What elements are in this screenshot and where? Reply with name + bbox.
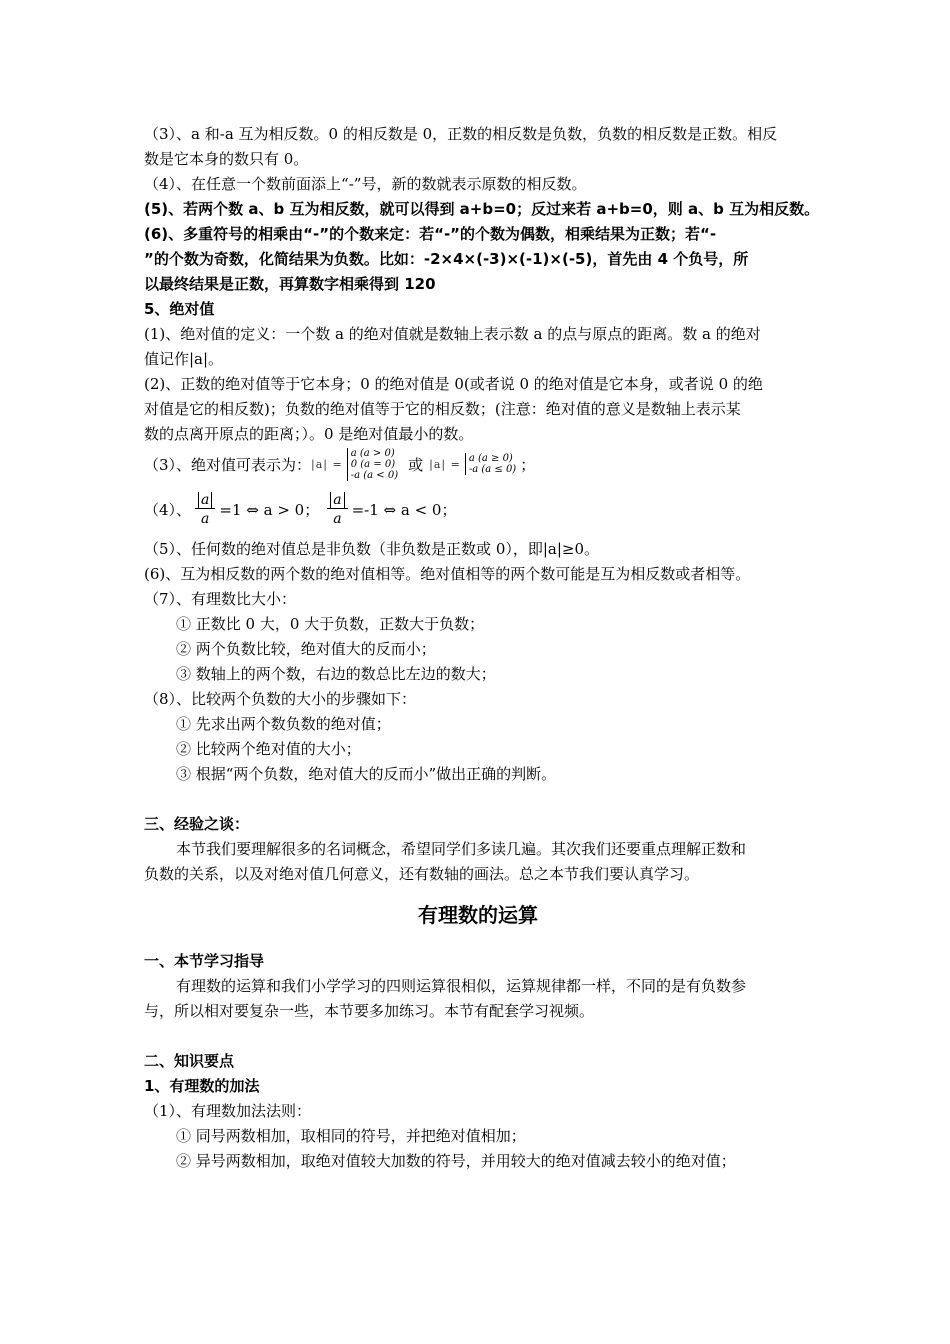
experience-section	[144, 812, 812, 887]
formula-label: （4）、	[144, 500, 192, 519]
section-heading: 二、知识要点	[144, 1052, 235, 1070]
fraction-denominator: a	[333, 510, 342, 527]
fraction-abs-a-over-a	[195, 492, 215, 527]
or-text: 或	[408, 455, 424, 474]
formula-rest: =1 ⇔ a > 0；	[219, 500, 320, 519]
case-nonnegative: a (a ≥ 0)	[468, 453, 513, 464]
paragraph-line: 与，所以相对要复杂一些，本节要多加练习。本节有配套学习视频。	[144, 1002, 595, 1020]
list-item: ③ 数轴上的两个数，右边的数总比左边的数大；	[176, 665, 496, 683]
text-line: （3）、a 和-a 互为相反数。0 的相反数是 0，正数的相反数是负数，负数的相反数是正数。相反	[144, 125, 778, 143]
fraction-numerator: a	[198, 492, 212, 508]
case-zero: 0 (a = 0)	[350, 458, 396, 470]
list-item: ② 比较两个绝对值的大小；	[176, 740, 361, 758]
paragraph-line: 有理数的运算和我们小学学习的四则运算很相似，运算规律都一样，不同的是有负数参	[176, 977, 747, 995]
text-line: （7）、有理数比大小：	[144, 590, 297, 608]
list-item: ② 异号两数相加，取绝对值较大加数的符号，并用较大的绝对值减去较小的绝对值；	[176, 1152, 736, 1170]
bold-line: 以最终结果是正数，再算数字相乘得到 120	[144, 275, 436, 293]
formula-rest: =-1 ⇔ a < 0；	[351, 500, 457, 519]
list-item: ② 两个负数比较，绝对值大的反而小；	[176, 640, 436, 658]
subsection-heading: 1、有理数的加法	[144, 1077, 260, 1095]
fraction-numerator: a	[330, 492, 344, 508]
bold-line: (5)、若两个数 a、b 互为相反数，就可以得到 a+b=0；反过来若 a+b=0，则 a、b 互为相反数。	[144, 200, 820, 218]
bold-line: (6)、多重符号的相乘由“-”的个数来定：若“-”的个数为偶数，相乘结果为正数；若“-	[144, 225, 717, 243]
formula-right-expr: |a| =	[429, 457, 461, 471]
text-line: 数的点离开原点的距离；）。0 是绝对值最小的数。	[144, 425, 474, 443]
case-negative: -a (a < 0)	[350, 469, 399, 481]
text-line: 对值是它的相反数)；负数的绝对值等于它的相反数；(注意：绝对值的意义是数轴上表示某	[144, 400, 741, 418]
piecewise-cases	[347, 448, 398, 481]
fraction-denominator: a	[201, 510, 210, 527]
text-line: (2)、正数的绝对值等于它本身；0 的绝对值是 0(或者说 0 的绝对值是它本身，或者说 0 的绝	[144, 375, 763, 393]
formula-end: ；	[520, 455, 536, 474]
text-line: (6)、互为相反数的两个数的绝对值相等。绝对值相等的两个数可能是互为相反数或者相等。	[144, 565, 751, 583]
list-item: ③ 根据“两个负数，绝对值大的反而小”做出正确的判断。	[176, 765, 557, 783]
top-block	[144, 122, 820, 447]
section-heading: 一、本节学习指导	[144, 952, 265, 970]
list-item: ① 先求出两个数负数的绝对值；	[176, 715, 391, 733]
text-line: (1)、绝对值的定义：一个数 a 的绝对值就是数轴上表示数 a 的点与原点的距离。数 a 的绝对	[144, 325, 761, 343]
chapter-title: 有理数的运算	[418, 903, 538, 927]
case-positive: a (a > 0)	[350, 447, 395, 459]
abs-piecewise-formula	[144, 447, 812, 481]
formula-left-expr: |a| =	[311, 457, 343, 471]
piecewise-cases-alt	[465, 453, 516, 475]
section-heading: 三、经验之谈：	[144, 815, 250, 833]
list-item: ① 同号两数相加，取相同的符号，并把绝对值相加；	[176, 1127, 526, 1145]
document-page	[144, 122, 820, 1174]
mid-block	[144, 537, 812, 787]
fraction-abs-a-over-a	[327, 492, 347, 527]
text-line: 值记作|a|。	[144, 350, 224, 368]
chapter-body	[144, 949, 812, 1174]
paragraph-line: 本节我们要理解很多的名词概念，希望同学们多读几遍。其次我们还要重点理解正数和	[176, 840, 747, 858]
text-line: （5）、任何数的绝对值总是非负数（非负数是正数或 0），即|a|≥0。	[144, 540, 600, 558]
list-item: ① 正数比 0 大，0 大于负数，正数大于负数；	[176, 615, 485, 633]
paragraph-line: 负数的关系，以及对绝对值几何意义，还有数轴的画法。总之本节我们要认真学习。	[144, 865, 700, 883]
text-line: （8）、比较两个负数的大小的步骤如下：	[144, 690, 417, 708]
formula-label: （3）、绝对值可表示为：	[144, 455, 312, 474]
case-nonpositive: -a (a ≤ 0)	[468, 464, 517, 475]
section-heading: 5、绝对值	[144, 300, 215, 318]
bold-line: ”的个数为奇数，化简结果为负数。比如：-2×4×(-3)×(-1)×(-5)，首先由 4 个负号，所	[144, 250, 749, 268]
abs-ratio-formula	[144, 481, 812, 537]
text-line: 数是它本身的数只有 0。	[144, 150, 309, 168]
text-line: （4）、在任意一个数前面添上“-”号，新的数就表示原数的相反数。	[144, 175, 587, 193]
text-line: （1）、有理数加法法则：	[144, 1102, 312, 1120]
